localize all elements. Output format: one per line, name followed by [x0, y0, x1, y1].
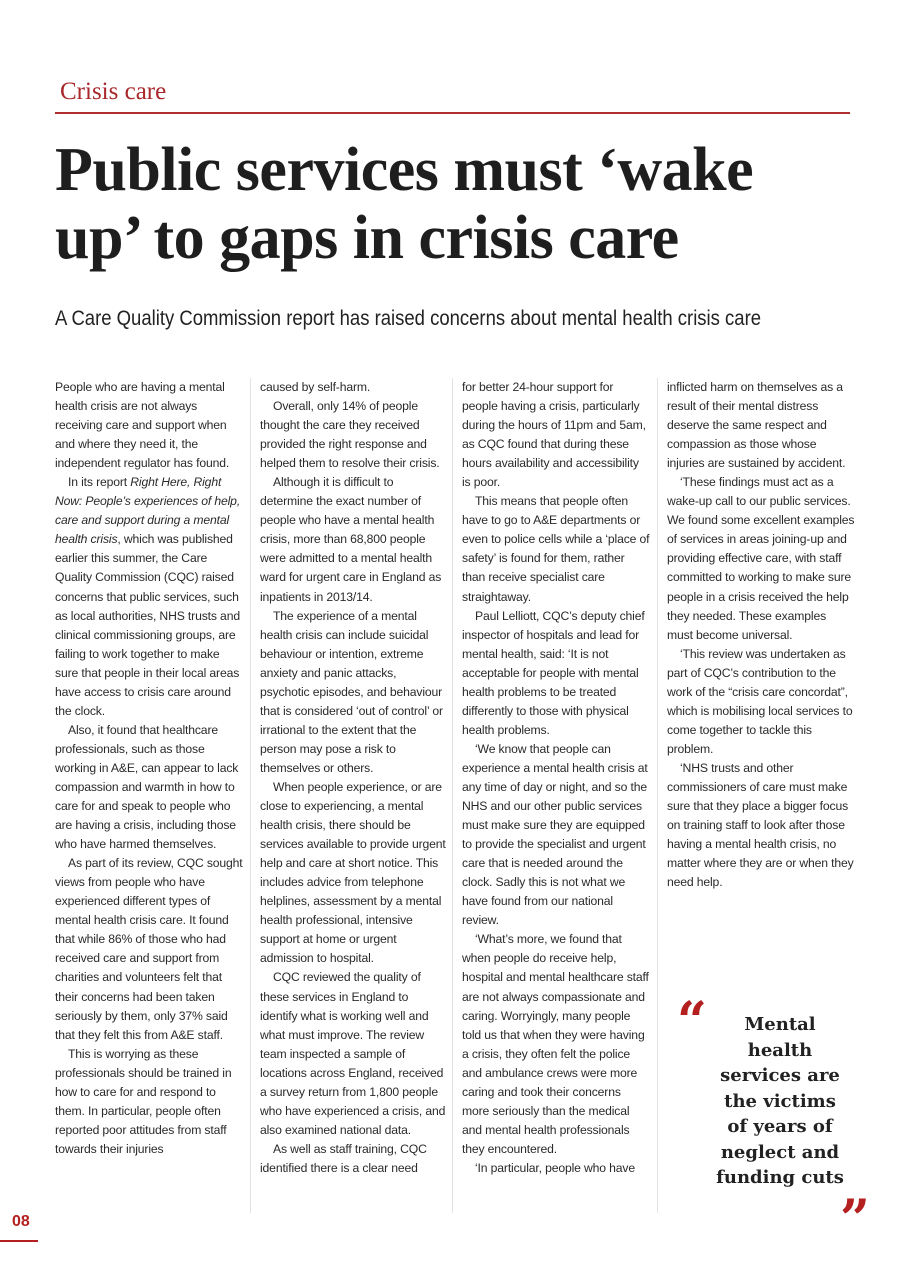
article-paragraph: As well as staff training, CQC identified there is a clear need	[260, 1141, 427, 1175]
article-paragraph: Overall, only 14% of people thought the care they received provided the right response and helped them to resolve their crisis.	[260, 399, 440, 471]
section-rule	[55, 112, 850, 114]
section-label: Crisis care	[60, 78, 167, 105]
page-number-rule	[0, 1240, 38, 1242]
page-number: 08	[12, 1213, 30, 1230]
article-paragraph: Also, it found that healthcare professionals, such as those working in A&E, can appear to lack compassion and warmth in how to care for and speak to people who are having a crisis, including those who have harmed themselves.	[55, 722, 239, 852]
article-paragraph: The experience of a mental health crisis can include suicidal behaviour or intention, extreme anxiety and panic attacks, psychotic episodes, and behaviour that is considered ‘out of control’ or irrational to the extent that the person may pose a risk to themselves or others.	[260, 608, 443, 775]
article-paragraph: People who are having a mental health crisis are not always receiving care and support when and where they need it, the independent regulator has found.	[55, 380, 230, 471]
article-paragraph: ‘In particular, people who have	[475, 1160, 635, 1175]
standfirst: A Care Quality Commission report has raised concerns about mental health crisis care	[55, 306, 762, 330]
article-paragraph: As part of its review, CQC sought views from people who have experienced different types of mental health crisis care. It found that while 86% of those who had received care and support from charities and volunteers felt that their concerns had been taken seriously by them, only 37% said that they felt this from A&E staff.	[55, 856, 243, 1042]
article-paragraph: When people experience, or are close to experiencing, a mental health crisis, there should be services available to provide urgent help and care at short notice. This includes advice from telephone helplines, assessment by a mental health professional, intensive support at home or urgent admission to hospital.	[260, 779, 446, 966]
article-paragraph: This is worrying as these professionals should be trained in how to care for and respond to them. In particular, people often reported poor attitudes from staff towards their injuries	[55, 1046, 232, 1156]
pull-quote: Mental health services are the victims of years of neglect and funding cuts	[716, 1014, 844, 1188]
headline-block	[55, 136, 895, 331]
article-column-1	[55, 378, 243, 1159]
close-quote-icon: ”	[840, 1189, 870, 1250]
article-paragraph: caused by self-harm.	[260, 380, 371, 394]
article-paragraph: This means that people often have to go to A&E departments or even to police cells while a ‘place of safety’ is found for them, rather than receive specialist care straightaway.	[462, 494, 650, 604]
article-column-2	[260, 378, 448, 1178]
column-divider	[250, 378, 251, 1213]
article-column-3	[462, 378, 650, 1178]
article-paragraph: ‘This review was undertaken as part of CQC’s contribution to the work of the “crisis care concordat”, which is mobilising local services to come together to tackle this problem.	[667, 646, 853, 756]
article-paragraph: In its report Right Here, Right Now: People’s experiences of help, care and support during a mental health crisis, which was published earlier this summer, the Care Quality Commission (CQC) raised concerns that public services, such as local authorities, NHS trusts and clinical commissioning groups, are failing to work together to make sure that people in their local areas have access to crisis care around the clock.	[55, 475, 241, 718]
article-paragraph: Although it is difficult to determine the exact number of people who have a mental health crisis, more than 68,800 people were admitted to a mental health ward for urgent care in England as inpatients in 2013/14.	[260, 475, 442, 604]
article-column-4	[667, 378, 855, 892]
article-paragraph: ‘We know that people can experience a mental health crisis at any time of day or night, and so the NHS and our other public services must make sure they are equipped to provide the specialist and urgent care that is needed around the clock. Sadly this is not what we have found from our national review.	[462, 741, 648, 928]
article-paragraph: ‘NHS trusts and other commissioners of care must make sure that they place a bigger focus on training staff to look after those having a mental health crisis, no matter where they are or when they need help.	[667, 760, 854, 890]
article-paragraph: ‘What’s more, we found that when people do receive help, hospital and mental healthcare staff are not always compassionate and caring. Worryingly, many people told us that when they were having a crisis, they often felt the police and ambulance crews were more caring and took their concerns more seriously than the medical and mental health professionals they encountered.	[462, 932, 649, 1156]
article-paragraph: inflicted harm on themselves as a result of their mental distress deserve the same respect and compassion as those whose injuries are sustained by accident.	[667, 380, 846, 471]
article-paragraph: for better 24-hour support for people having a crisis, particularly during the hours of 11pm and 5am, as CQC found that during these hours availability and accessibility is poor.	[462, 380, 646, 490]
article-paragraph: ‘These findings must act as a wake-up call to our public services. We found some excellent examples of services in areas joining-up and providing effective care, with staff committed to working to make sure people in a crisis received the help they needed. These examples must become universal.	[667, 475, 855, 642]
column-divider	[657, 378, 658, 1213]
article-paragraph: CQC reviewed the quality of these services in England to identify what is working well and what must improve. The review team inspected a sample of locations across England, received a survey return from 1,800 people who have experienced a crisis, and also examined national data.	[260, 970, 446, 1137]
article-paragraph: Paul Lelliott, CQC’s deputy chief inspector of hospitals and lead for mental health, said: ‘It is not acceptable for people with mental health problems to be treated differently to those with physical health problems.	[462, 608, 645, 737]
headline: Public services must ‘wake up’ to gaps in crisis care	[55, 136, 754, 272]
open-quote-icon: “	[677, 991, 707, 1052]
column-divider	[452, 378, 453, 1213]
